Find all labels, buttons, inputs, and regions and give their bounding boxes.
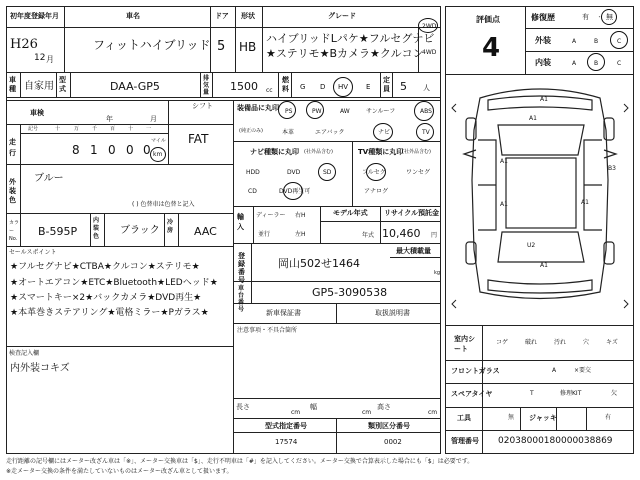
max-load-unit: kg [434,270,441,276]
interior-color-value: ブラック [120,225,160,236]
windshield-option-replace: ×要交 [574,367,592,374]
damage-code: A1 [500,201,508,208]
drive-2wd: 2WD [422,23,437,30]
score-value: 4 [482,33,501,63]
color-number-value: B-595P [38,225,78,238]
management-number-value: 020380001800000388​69 [498,436,613,446]
sales-points-label: セールスポイント [9,249,57,256]
damage-code: A1 [500,158,508,165]
recycle-deposit-label: リサイクル預託金 [384,209,440,217]
equipment-sunroof: サンルーフ [366,108,396,115]
equipment-leather: 本革 [282,129,295,136]
width-label: 幅 [310,403,317,411]
notes-defects-label: 注意事項・不具合箇所 [237,327,298,334]
new-car-warranty: 新車保証書 [266,309,301,317]
mileage-digit: 0 [126,143,134,157]
exterior-color-note: ( ) 色替車は色替と記入 [132,201,195,208]
equipment-tv: TV [422,129,430,136]
seat-damage-stain: 汚れ [554,339,567,346]
width-unit: cm [362,409,372,416]
equipment-airbag: エアバック [315,129,345,136]
interior-grade-c: C [617,60,622,67]
navi-type-sublabel: (社外品含む) [304,149,333,155]
equipment-sublabel: (純正のみ) [239,128,263,134]
tools-label: 工具 [457,414,471,422]
exterior-grade-a: A [572,38,577,45]
footer-note-2: ※走メーター交換の条件を満たしていないものはメーター改ざん車として扱います。 [6,468,233,475]
damage-code: B3 [608,165,616,172]
sales-point-line: ★フルセグナビ★CTBA★クルコン★ステリモ★ [10,262,200,272]
capacity-label: 定員 [383,76,390,93]
inspection-month-unit: 月 [150,115,157,123]
import-dealer: ディーラー [256,212,286,219]
capacity-value: 5 [400,80,407,93]
type-designation-value: 17574 [275,438,298,446]
usage-value: 自家用 [24,81,54,92]
mileage-unit-km: km [153,151,163,158]
fuel-label: 燃料 [282,76,289,93]
displacement-value: 1500 [230,80,258,93]
mileage-digit-label-1k: 千 [92,126,98,132]
length-unit: cm [291,409,301,416]
navi-hdd: HDD [246,169,260,176]
navi-type-label: ナビ種類に丸印 [250,148,299,156]
model-label: 型式 [59,76,66,93]
exterior-grade-c: C [617,38,622,45]
navi-cd: CD [248,188,257,195]
mileage-digit-label-symbol: 記号 [28,126,39,132]
seat-damage-tear: 破れ [525,339,538,346]
jack-value: 有 [605,414,612,421]
length-label: 長さ [236,403,250,411]
door-value: 5 [217,39,226,54]
plate-label: 登録番号 [238,252,245,284]
windshield-option-a: A [552,367,557,374]
sales-point-line: ★スマートキー×2★バックカメラ★DVD再生★ [10,293,202,303]
color-number-label: カラー No. [9,220,20,242]
mileage-digit-label-100: 百 [110,126,116,132]
sales-point-line: ★本革巻きステアリング★電格ミラー★Pガラス★ [10,308,209,318]
car-name-label: 車名 [126,12,140,20]
shift-value: FAT [188,132,209,146]
plate-value: 岡山502せ1464 [278,257,360,270]
model-year-label: モデル年式 [333,209,368,217]
displacement-label: 排気量 [203,75,210,96]
drive-4wd: 4WD [422,49,437,56]
displacement-unit: cc [266,87,273,94]
seat-damage-hole: 穴 [583,339,590,346]
grade-line-1: ハイブリッドLパケ★フルセグナビ [266,32,435,45]
navi-sd: SD [323,169,332,176]
shape-value: HB [239,40,257,54]
seat-damage-scratch: キズ [606,339,618,346]
equipment-abs: ABS [420,108,432,115]
category-number-value: 0002 [384,438,402,446]
first-registration-month-unit: 月 [46,55,54,64]
exterior-color-value: ブルー [34,173,64,184]
spare-tire-label: スペアタイヤ [451,390,493,398]
interior-grade-a: A [572,60,577,67]
repair-option-no: 無 [606,13,613,21]
seat-damage-burn: コゲ [496,339,509,346]
navi-dvd: DVD [287,169,301,176]
tv-type-label: TV種類に丸印 [358,148,404,156]
interior-seat-label: 室内シート [454,335,475,353]
damage-code: A1 [581,199,589,206]
ac-label: 冷房 [167,219,174,234]
chassis-number-label: 車台番号 [238,285,245,313]
first-registration-month: 12 [34,53,46,63]
inspection-year-unit: 年 [106,115,113,123]
jack-label: ジャッキ [529,414,557,422]
model-year-unit: 年式 [362,232,375,239]
mileage-digit: 1 [90,143,98,157]
import-label: 輸入 [237,213,244,231]
import-left-hand: 左H [295,231,306,238]
windshield-label: フロントガラス [451,367,500,375]
owner-manual: 取扱説明書 [375,309,410,317]
interior-grade-label: 内装 [535,58,551,67]
mileage-label: 走行 [9,138,16,157]
sales-point-line: ★オートエアコン★ETC★Bluetooth★LEDヘッド★ [10,278,218,288]
spare-option-t: T [530,390,534,397]
mileage-digit-label-10: 十 [128,126,134,132]
recycle-deposit-value: 10,460 [382,227,421,240]
exterior-grade-label: 外装 [535,36,551,45]
inspection-label: 車検 [30,109,44,117]
damage-code: U2 [527,242,536,249]
equipment-label: 装備品に丸印 [237,104,279,112]
mileage-unit-mile: マイル [151,138,166,144]
tools-value: 無 [508,414,515,421]
recycle-deposit-unit: 円 [431,232,438,239]
door-label: ドア [215,12,229,20]
damage-code: A1 [529,115,537,122]
ac-value: AAC [194,225,217,238]
navi-dvd-playback: DVD再生可 [279,188,311,195]
inspector-notes-text: 内外装コキズ [10,363,70,374]
management-number-label: 管理番号 [451,437,479,445]
height-unit: cm [428,409,438,416]
shape-label: 形状 [241,12,255,20]
tv-type-sublabel: (社外品含む) [402,149,431,155]
repair-option-yes: 有 [582,13,589,21]
exterior-grade-b: B [594,38,599,45]
category-number-label: 類別区分番号 [368,422,410,430]
exterior-color-label: 外装色 [9,178,16,204]
model-value: DAA-GP5 [110,80,160,93]
height-label: 高さ [377,403,391,411]
equipment-ps: PS [285,108,293,115]
tv-fullseg: フルセグ [362,169,386,176]
inspector-notes-label: 検査記入欄 [9,350,40,357]
grade-label: グレード [328,12,356,20]
repair-history-label: 修復歴 [531,13,555,22]
usage-label: 車種 [9,76,16,93]
chassis-number-value: GP5-3090538 [312,286,388,299]
spare-option-repair-kit: 修理KIT [560,390,582,397]
grade-line-2: ★ステリモ★Bカメラ★クルコン [266,47,424,60]
fuel-option-g: G [300,83,306,91]
fuel-option-hv: HV [338,83,349,91]
mileage-digit: 0 [143,143,151,157]
mileage-digit-label-10k: 万 [74,126,80,132]
damage-code: A1 [540,262,548,269]
fuel-option-e: E [366,83,371,91]
mileage-digit-label-1: 一 [146,126,152,132]
first-registration-label: 初年度登録年月 [10,12,59,20]
footer-note-1: 走行距離の記号欄にはメーター改ざん車は「※」、メーター交換車は「$」、走行不明車は「#」を記入してください。メーター交換で合算表示した場合にも「$」は必要です。 [6,458,474,465]
mileage-digit: 0 [108,143,116,157]
score-label: 評価点 [476,15,500,24]
equipment-pw: PW [312,108,322,115]
shift-label: シフト [192,102,213,110]
tv-analog: アナログ [364,188,389,195]
mileage-digit: 8 [72,143,80,157]
type-designation-label: 型式指定番号 [265,422,307,430]
tv-oneseg: ワンセグ [406,169,431,176]
equipment-aw: AW [340,108,350,115]
import-right-hand: 右H [295,212,306,219]
car-name-value: フィットハイブリッド [93,38,211,52]
capacity-unit: 人 [423,84,430,92]
equipment-navi: ナビ [378,129,391,136]
spare-option-missing: 欠 [611,390,618,397]
interior-grade-b: B [594,60,599,67]
import-parallel: 並行 [258,231,271,238]
damage-code: A1 [540,96,548,103]
first-registration-era: H26 [10,37,38,52]
mileage-digit-label-100k: 十 [55,126,61,132]
interior-color-label: 内装色 [93,217,100,240]
fuel-option-d: D [320,83,326,91]
max-load-label: 最大積載量 [396,247,431,255]
